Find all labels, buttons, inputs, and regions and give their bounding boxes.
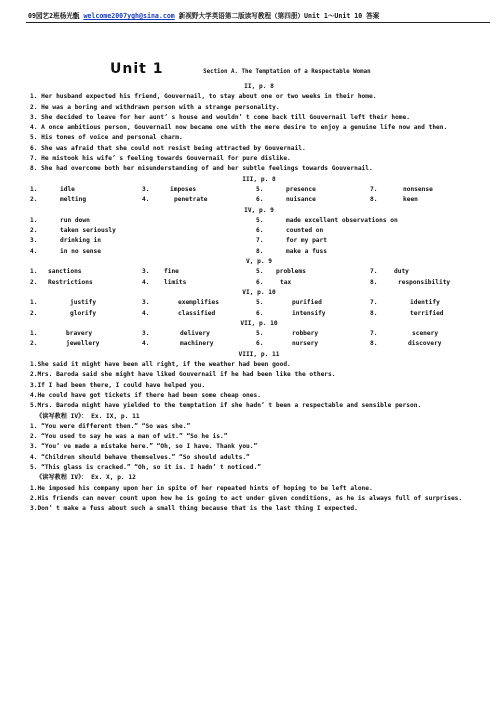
cell: nuisance [286, 196, 316, 204]
cell: 7. [370, 185, 378, 193]
list-item: 2.His friends can never count upon how he is going to act under given conditions, as he is always full of surprises. [30, 494, 463, 502]
heading-iii: III, p. 8 [242, 175, 276, 183]
cell: intensify [292, 309, 326, 317]
table-row [30, 236, 488, 246]
cell: 1. [30, 185, 38, 193]
cell: scenery [412, 330, 439, 338]
cell: classified [178, 309, 216, 317]
cell: tax [280, 278, 292, 286]
cell: 2. [30, 340, 38, 348]
cell: 4. [30, 247, 38, 255]
table-row [30, 278, 488, 288]
list-item: 5.Mrs. Baroda might have yielded to the temptation if she hadn’ t been a respectable and sensible person. [30, 402, 422, 410]
cell: 4. [142, 278, 150, 286]
cell: 6. [256, 340, 264, 348]
cell: glorify [70, 309, 97, 317]
table-row [30, 247, 488, 257]
cell: Restrictions [48, 278, 93, 286]
list-item: 8. She had overcome both her misunderstanding of and her subtle feelings towards Gouvernail. [30, 165, 373, 173]
list-item: 5. “This glass is cracked.” “Oh, so it is. I hadn’ t noticed.” [30, 463, 261, 471]
cell: 2. [30, 196, 38, 204]
cell: 1. [30, 216, 38, 224]
cell: 3. [142, 268, 150, 276]
table-row [30, 329, 488, 339]
cell: 8. [370, 340, 378, 348]
list-item: 4.He could have got tickets if there had been some cheap ones. [30, 391, 261, 399]
cell: terrified [410, 309, 444, 317]
cell: 3. [30, 237, 38, 245]
cell: in no sense [60, 247, 101, 255]
list-item: 1. “You were different then.” “So was she.” [30, 422, 191, 430]
cell: made excellent observations on [286, 216, 398, 224]
table-row [30, 195, 488, 205]
heading-viii: VIII, p. 11 [238, 350, 280, 358]
header-rule [26, 22, 490, 23]
cell: taken seriously [60, 227, 116, 235]
cell: 4. [142, 340, 150, 348]
list-item: 3.Don’ t make a fuss about such a small thing because that is the last thing I expected. [30, 505, 358, 513]
cell: 5. [256, 268, 264, 276]
cell: 2. [30, 227, 38, 235]
cell: 4. [142, 309, 150, 317]
cell: 1. [30, 330, 38, 338]
cell: 5. [256, 185, 264, 193]
page-header [28, 10, 488, 20]
cell: 5. [256, 299, 264, 307]
list-item: 1.He imposed his company upon her in spite of her repeated hints of hoping to be left alone. [30, 484, 373, 492]
cell: drinking in [60, 237, 101, 245]
cell: 2. [30, 278, 38, 286]
cell: nonsense [403, 185, 433, 193]
table-row [30, 309, 488, 319]
cell: duty [394, 268, 409, 276]
heading-vi: VI, p. 10 [242, 288, 276, 296]
cell: imposes [170, 185, 197, 193]
table-row [30, 185, 488, 195]
cell: justify [70, 299, 97, 307]
table-row [30, 339, 488, 349]
cell: 6. [256, 278, 264, 286]
header-suffix: 新视野大学英语第二版读写教程（第四册）Unit 1～Unit 10 答案 [174, 12, 380, 20]
cell: 8. [370, 196, 378, 204]
cell: for my part [286, 237, 327, 245]
answers-content [30, 82, 488, 514]
cell: 3. [142, 299, 150, 307]
cell: 4. [142, 196, 150, 204]
cell: 7. [370, 268, 378, 276]
cell: delivery [180, 330, 210, 338]
title-row [110, 58, 371, 77]
cell: robbery [292, 330, 319, 338]
section-title: Section A. The Temptation of a Respectable Woman [203, 69, 371, 75]
cell: sanctions [48, 268, 82, 276]
heading-ex-x: 《读写教程 IV》： Ex. X, p. 12 [36, 474, 136, 482]
cell: 7. [256, 237, 264, 245]
list-item: 3.If I had been there, I could have helped you. [30, 381, 206, 389]
list-item: 2.Mrs. Baroda said she might have liked Gouvernail if he had been like the others. [30, 371, 336, 379]
cell: limits [164, 278, 187, 286]
list-item: 4. A once ambitious person, Gouvernail now became one with the mere desire to enjoy a genuine life now and then. [30, 124, 448, 132]
cell: presence [286, 185, 316, 193]
cell: discovery [408, 340, 442, 348]
table-row [30, 267, 488, 277]
table-row [30, 216, 488, 226]
list-item: 2. “You used to say he was a man of wit.” “So he is.” [30, 433, 228, 441]
cell: 8. [256, 247, 264, 255]
cell: fine [164, 268, 179, 276]
cell: jewellery [66, 340, 100, 348]
list-item: 3. She decided to leave for her aunt’ s house and wouldn’ t come back till Gouvernail left their home. [30, 113, 410, 121]
cell: identify [410, 299, 440, 307]
cell: bravery [66, 330, 93, 338]
cell: 1. [30, 268, 38, 276]
cell: 6. [256, 227, 264, 235]
heading-ii: II, p. 8 [244, 83, 274, 90]
cell: 7. [370, 299, 378, 307]
list-item: 3. “You’ ve made a mistake here.” “Oh, so I have. Thank you.” [30, 443, 258, 451]
cell: nursery [292, 340, 319, 348]
list-item: 1. Her husband expected his friend, Gouvernail, to stay about one or two weeks in their home. [30, 93, 377, 101]
cell: machinery [180, 340, 214, 348]
cell: 6. [256, 196, 264, 204]
cell: 1. [30, 299, 38, 307]
unit-title: Unit 1 [110, 61, 164, 77]
cell: penetrate [174, 196, 208, 204]
list-item: 4. “Children should behave themselves.” “So should adults.” [30, 453, 250, 461]
cell: counted on [286, 227, 324, 235]
email-link[interactable]: welcome2007ygh@sina.com [83, 12, 175, 20]
list-item: 7. He mistook his wife’ s feeling towards Gouvernail for pure dislike. [30, 155, 291, 163]
table-row [30, 298, 488, 308]
table-row [30, 226, 488, 236]
cell: 6. [256, 309, 264, 317]
list-item: 5. His tones of voice and personal charm. [30, 134, 183, 142]
cell: responsibility [398, 278, 451, 286]
cell: 5. [256, 330, 264, 338]
cell: 2. [30, 309, 38, 317]
header-prefix: 09园艺2班杨光甑 [28, 12, 84, 20]
heading-v: V, p. 9 [245, 258, 273, 266]
cell: 8. [370, 278, 378, 286]
cell: 7. [370, 330, 378, 338]
list-item: 1.She said it might have been all right, if the weather had been good. [30, 361, 291, 369]
cell: make a fuss [286, 247, 327, 255]
heading-iv: IV, p. 9 [244, 206, 274, 214]
list-item: 6. She was afraid that she could not resist being attracted by Gouvernail. [30, 144, 306, 152]
cell: melting [60, 196, 87, 204]
list-item: 2. He was a boring and withdrawn person with a strange personality. [30, 103, 280, 111]
cell: 3. [142, 185, 150, 193]
cell: 5. [256, 216, 264, 224]
cell: run down [60, 216, 90, 224]
cell: idle [60, 185, 75, 193]
heading-ex-ix: 《读写教程 IV》： Ex. IX, p. 11 [36, 412, 140, 420]
cell: exemplifies [178, 299, 219, 307]
heading-vii: VII, p. 10 [240, 319, 278, 327]
cell: problems [276, 268, 306, 276]
cell: purified [292, 299, 322, 307]
cell: 8. [370, 309, 378, 317]
cell: 3. [142, 330, 150, 338]
cell: keen [403, 196, 418, 204]
